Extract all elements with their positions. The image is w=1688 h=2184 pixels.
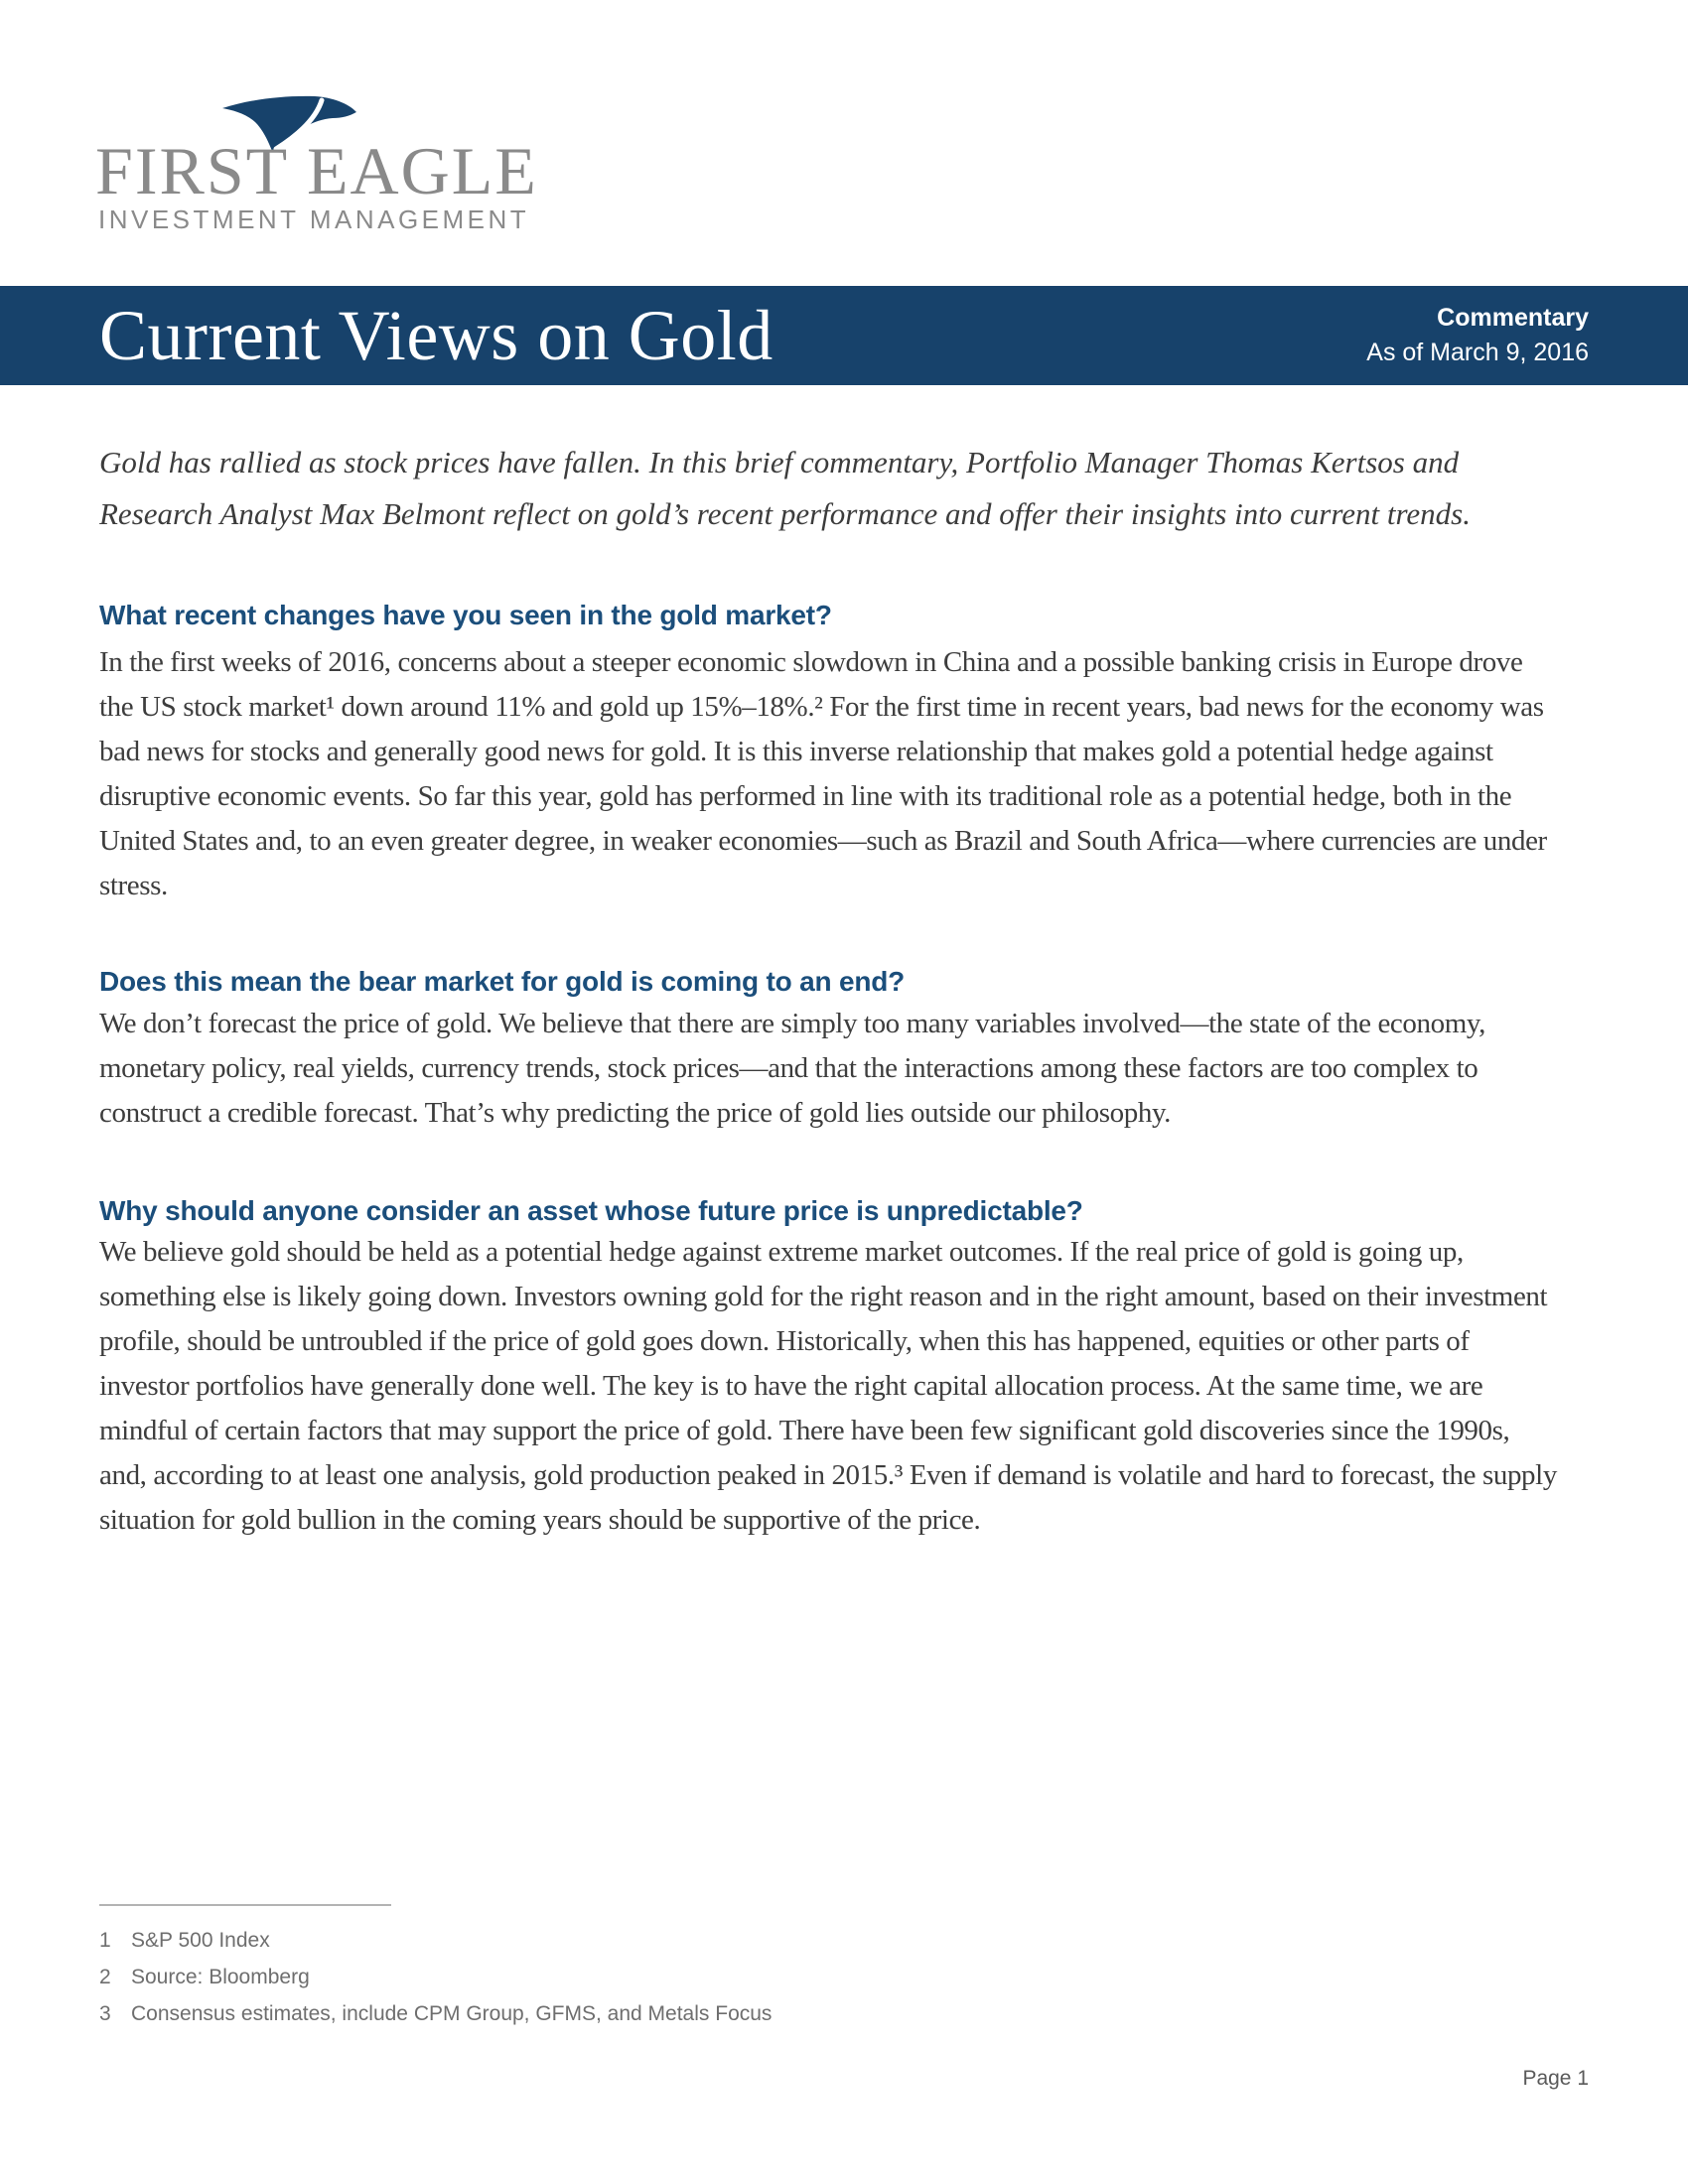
intro-line: Research Analyst Max Belmont reflect on gold’s recent performance and offer their insights into current trends. <box>99 496 1471 531</box>
footnote-row <box>99 1959 1092 1995</box>
intro-line: Gold has rallied as stock prices have fallen. In this brief commentary, Portfolio Manager Thomas Kertsos and <box>99 445 1460 479</box>
section-body-bear-market-end: We don’t forecast the price of gold. We believe that there are simply too many variables involved—the state of the economy, monetary policy, real yields, currency trends, stock prices—and that the interactions among these factors are too complex to construct a credible forecast. That’s why predicting the price of gold lies outside our philosophy. <box>99 1008 1485 1129</box>
footnote-number: 1 <box>99 1929 111 1952</box>
brand-tagline: INVESTMENT MANAGEMENT <box>98 205 530 234</box>
footnote-text: Consensus estimates, include CPM Group, GFMS, and Metals Focus <box>131 2002 773 2025</box>
title-bar <box>0 286 1688 385</box>
page-number: Page 1 <box>1522 2067 1589 2090</box>
footnote-number: 2 <box>99 1966 111 1988</box>
section-heading-bear-market-end: Does this mean the bear market for gold is coming to an end? <box>99 966 906 997</box>
section-heading-unpredictable-asset: Why should anyone consider an asset whose future price is unpredictable? <box>99 1195 1083 1226</box>
footnote-text: Source: Bloomberg <box>131 1966 310 1988</box>
as-of-date: As of March 9, 2016 <box>1366 339 1589 366</box>
section-heading-gold-market-changes: What recent changes have you seen in the gold market? <box>99 600 832 630</box>
footnote-divider <box>99 1904 391 1906</box>
section-body-gold-market-changes: In the first weeks of 2016, concerns about a steeper economic slowdown in China and a possible banking crisis in Europe drove the US stock market¹ down around 11% and gold up 15%–18%.² For the first time in recent years, bad news for the economy was bad news for stocks and generally good news for gold. It is this inverse relationship that makes gold a potential hedge against disruptive economic events. So far this year, gold has performed in line with its traditional role as a potential hedge, both in the United States and, to an even greater degree, in weaker economies—such as Brazil and South Africa—where currencies are under stress. <box>99 646 1547 901</box>
brand-name: FIRST EAGLE <box>95 133 538 208</box>
commentary-label: Commentary <box>1437 304 1589 332</box>
footnote-text: S&P 500 Index <box>131 1929 270 1952</box>
footnote-number: 3 <box>99 2002 111 2025</box>
footnote-row <box>99 1995 1092 2032</box>
footnotes <box>99 1922 1092 2032</box>
footnote-row <box>99 1922 1092 1959</box>
section-body-unpredictable-asset: We believe gold should be held as a potential hedge against extreme market outcomes. If the real price of gold is going up, something else is likely going down. Investors owning gold for the right reason and in the right amount, based on their investment profile, should be untroubled if the price of gold goes down. Historically, when this has happened, equities or other parts of investor portfolios have generally done well. The key is to have the right capital allocation process. At the same time, we are mindful of certain factors that may support the price of gold. There have been few significant gold discoveries since the 1990s, and, according to at least one analysis, gold production peaked in 2015.³ Even if demand is volatile and hard to forecast, the supply situation for gold bullion in the coming years should be supportive of the price. <box>99 1236 1557 1536</box>
intro-paragraph <box>99 437 1569 540</box>
title-bar-meta <box>1366 286 1589 385</box>
page-title: Current Views on Gold <box>99 295 774 375</box>
